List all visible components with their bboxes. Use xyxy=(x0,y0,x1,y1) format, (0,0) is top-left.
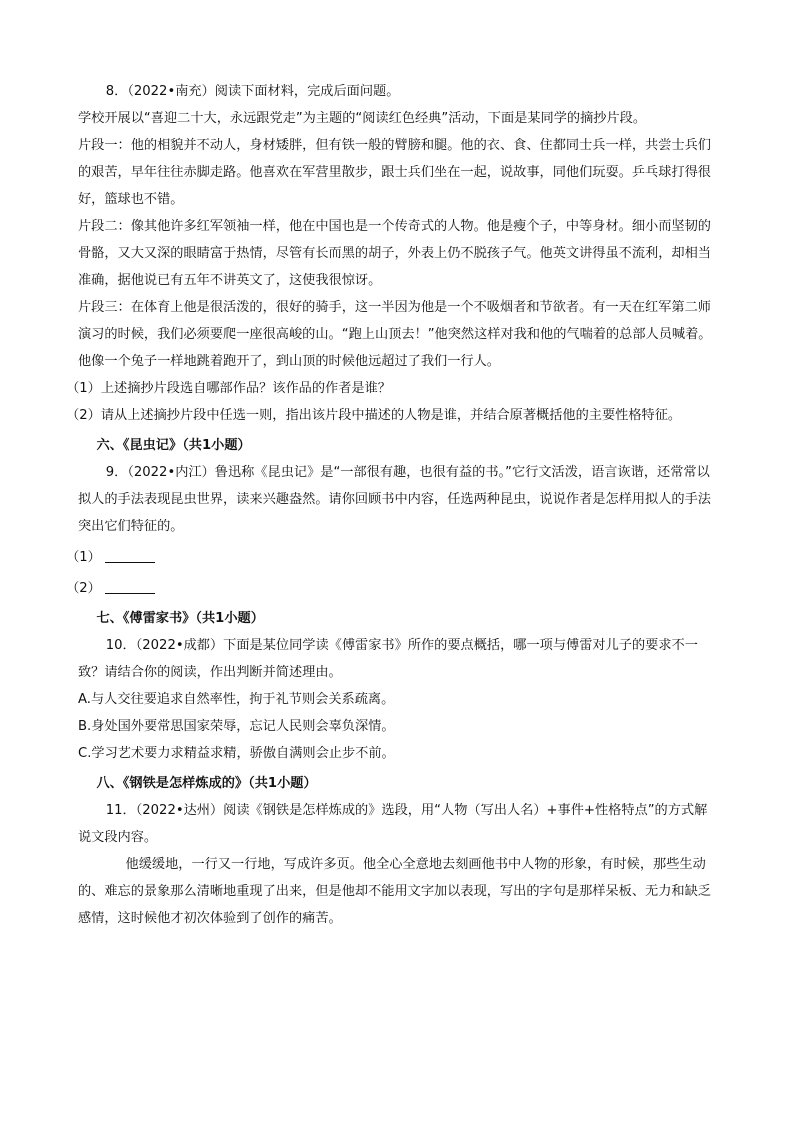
question-8-sub-2: （2）请从上述摘抄片段中任选一则，指出该片段中描述的人物是谁，并结合原著概括他的主要性格特征。 xyxy=(66,408,682,423)
answer-blank-1[interactable] xyxy=(105,548,155,563)
question-10-option-a: A.与人交往要追求自然率性，拘于礼节则会关系疏离。 xyxy=(78,692,395,707)
question-9-text: 9．（2022•内江）鲁迅称《昆虫记》是“一部很有趣，也很有益的书。”它行文活泼，语言诙谐，还常常以拟人的手法表现昆虫世界，读来兴趣盎然。请你回顾书中内容，任选两种昆虫，说说作者是怎样用拟人的手法突出它们特征的。 xyxy=(78,465,711,534)
section-7-title: 七、《傅雷家书》（共1小题） xyxy=(96,611,264,626)
question-10-text: 10．（2022•成都）下面是某位同学读《傅雷家书》所作的要点概括，哪一项与傅雷对儿子的要求不一致？请结合你的阅读，作出判断并简述理由。 xyxy=(78,638,698,680)
document-content xyxy=(66,78,718,932)
question-10-option-c: C.学习艺术要力求精益求精，骄傲自满则会止步不前。 xyxy=(78,746,395,761)
question-8-head: 8．（2022•南充）阅读下面材料，完成后面问题。 xyxy=(105,84,400,99)
question-8-fragment-3: 片段三：在体育上他是很活泼的，很好的骑手，这一半因为他是一个不吸烟者和节欲者。有一天在红军第二师演习的时候，我们必须要爬一座很高峻的山。“跑上山顶去！”他突然这样对我和他的气喘着的总部人员喊着。他像一个兔子一样地跳着跑开了，到山顶的时候他远超过了我们一行人。 xyxy=(78,300,712,369)
question-10-option-b: B.身处国外要常思国家荣辱，忘记人民则会辜负深情。 xyxy=(78,719,395,734)
section-8-title: 八、《钢铁是怎样炼成的》（共1小题） xyxy=(96,776,317,791)
answer-1-label: （1） xyxy=(66,550,101,565)
section-6-title: 六、《昆虫记》（共1小题） xyxy=(96,438,251,453)
answer-2-label: （2） xyxy=(66,581,101,596)
question-8-fragment-1: 片段一：他的相貌并不动人，身材矮胖，但有铁一般的臂膀和腿。他的衣、食、住都同士兵一样，共尝士兵们的艰苦，早年往往赤脚走路。他喜欢在军营里散步，跟士兵们坐在一起，说故事，同他们玩耍。乒乓球打得很好，篮球也不错。 xyxy=(78,138,711,207)
answer-blank-2[interactable] xyxy=(105,579,155,594)
question-8-sub-1: （1）上述摘抄片段选自哪部作品？该作品的作者是谁？ xyxy=(66,381,391,396)
question-11-text: 11．（2022•达州）阅读《钢铁是怎样炼成的》选段，用“人物（写出人名）+事件+性格特点”的方式解说文段内容。 xyxy=(78,803,708,845)
question-11-passage: 他缓缓地，一行又一行地，写成许多页。他全心全意地去刻画他书中人物的形象，有时候，那些生动的、难忘的景象那么清晰地重现了出来，但是他却不能用文字加以表现，写出的字句是那样呆板、无力和缺乏感情，这时候他才初次体验到了创作的痛苦。 xyxy=(78,857,711,926)
question-8-intro: 学校开展以“喜迎二十大，永远跟党走”为主题的“阅读红色经典”活动，下面是某同学的摘抄片段。 xyxy=(78,111,647,126)
question-9-answer-2 xyxy=(66,575,718,602)
question-8-fragment-2: 片段二：像其他许多红军领袖一样，他在中国也是一个传奇式的人物。他是瘦个子，中等身材。细小而坚韧的骨骼，又大又深的眼睛富于热情，尽管有长而黑的胡子，外表上仍不脱孩子气。他英文讲得虽不流利，却相当准确，据他说已有五年不讲英文了，这使我很惊讶。 xyxy=(78,219,711,288)
question-9-answer-1 xyxy=(66,544,718,571)
